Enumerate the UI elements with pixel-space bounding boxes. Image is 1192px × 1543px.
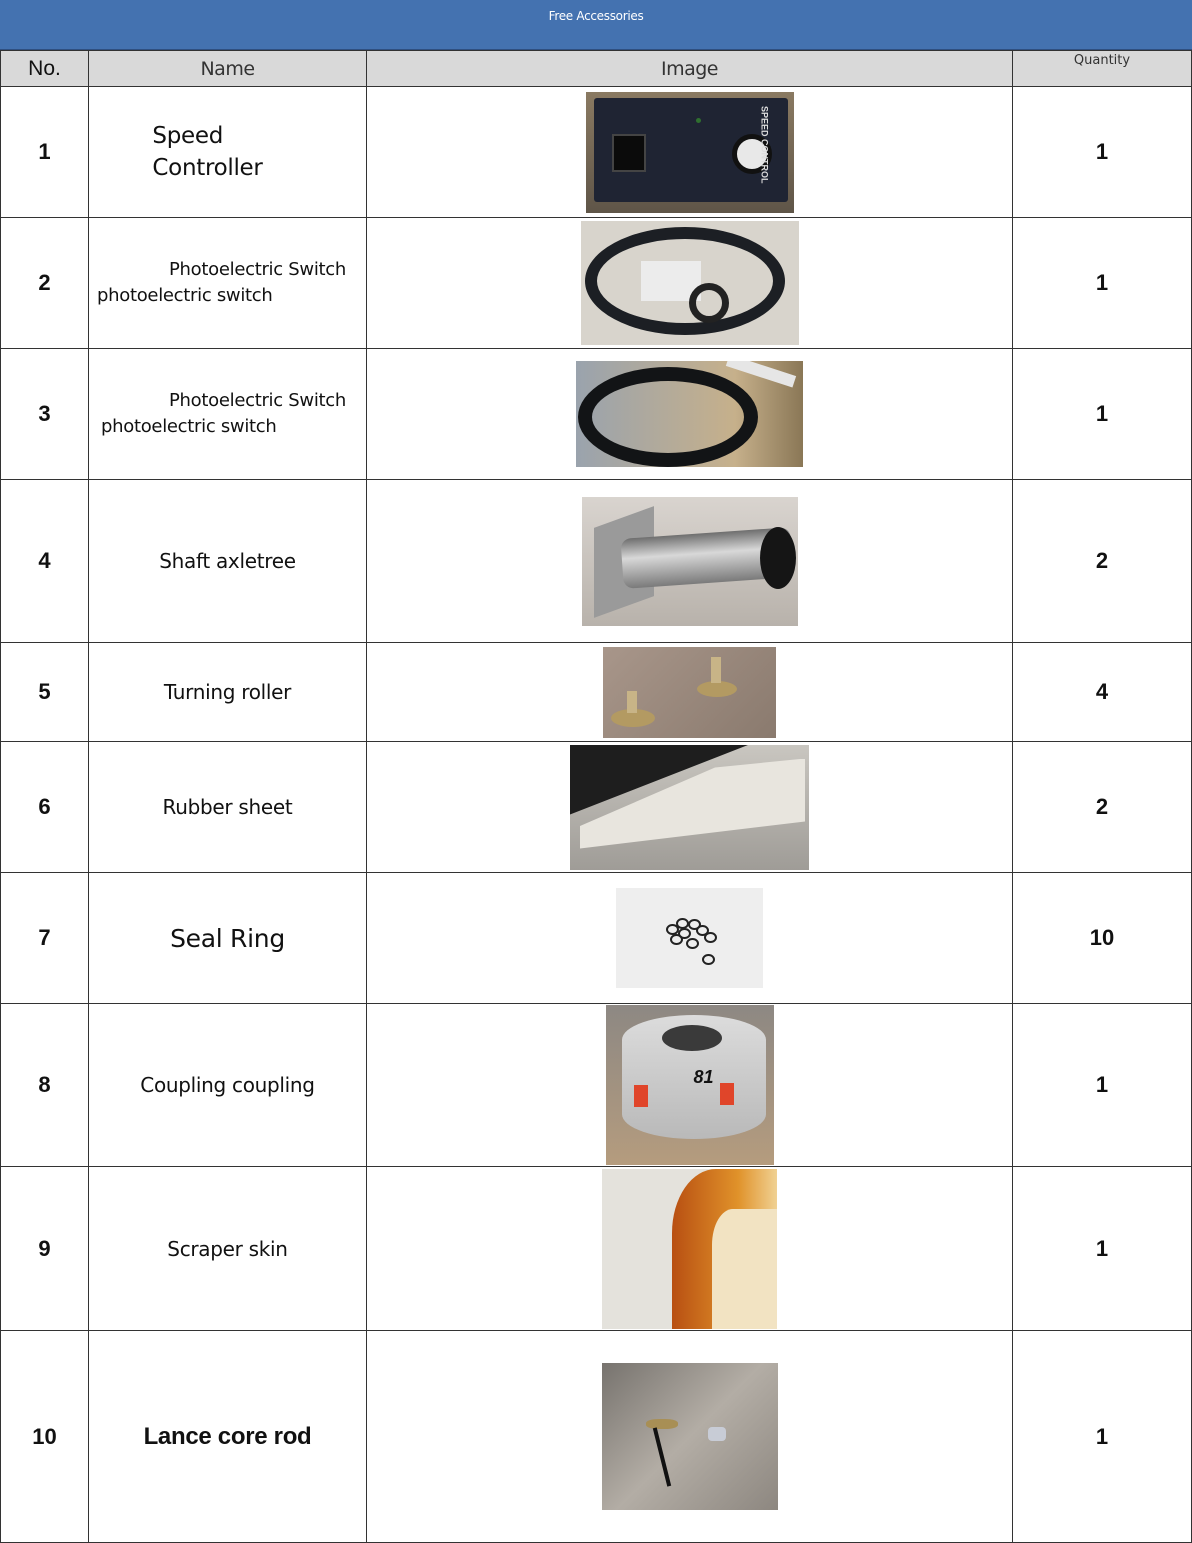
row-name: Seal Ring	[89, 873, 367, 1004]
table-row	[1, 873, 1192, 1004]
row-number: 8	[1, 1004, 89, 1167]
row-image-cell	[367, 480, 1013, 643]
table-row	[1, 1331, 1192, 1543]
seal-ring-photo	[616, 888, 763, 988]
row-image-cell	[367, 643, 1013, 742]
row-image-cell	[367, 1331, 1013, 1543]
table-row	[1, 480, 1192, 643]
row-quantity: 2	[1013, 742, 1192, 873]
banner-title: Free Accessories	[548, 9, 644, 23]
table-row	[1, 742, 1192, 873]
name-line-2: photoelectric switch	[101, 416, 277, 437]
name-line-1: Photoelectric Switch	[169, 259, 346, 280]
row-number: 5	[1, 643, 89, 742]
speed-controller-photo: SPEED CONTROL	[586, 92, 794, 213]
row-number: 6	[1, 742, 89, 873]
row-quantity: 4	[1013, 643, 1192, 742]
row-name: Scraper skin	[89, 1167, 367, 1331]
row-quantity: 1	[1013, 87, 1192, 218]
name-line-2: photoelectric switch	[97, 285, 273, 306]
row-number: 3	[1, 349, 89, 480]
row-quantity: 2	[1013, 480, 1192, 643]
row-image-cell	[367, 349, 1013, 480]
table-row	[1, 218, 1192, 349]
row-name: Lance core rod	[89, 1331, 367, 1543]
photoelectric-switch-photo	[581, 221, 799, 345]
row-number: 10	[1, 1331, 89, 1543]
accessories-table	[0, 50, 1192, 1543]
row-name	[89, 87, 367, 218]
row-name: Turning roller	[89, 643, 367, 742]
row-quantity: 1	[1013, 1331, 1192, 1543]
row-quantity: 1	[1013, 1004, 1192, 1167]
row-quantity: 1	[1013, 218, 1192, 349]
header-image: Image	[367, 51, 1013, 87]
table-row	[1, 349, 1192, 480]
lance-core-rod-photo	[602, 1363, 778, 1510]
row-number: 7	[1, 873, 89, 1004]
row-image-cell	[367, 1167, 1013, 1331]
scraper-skin-photo	[602, 1169, 777, 1329]
row-image-cell	[367, 873, 1013, 1004]
name-line-2: Controller	[152, 155, 263, 181]
row-number: 4	[1, 480, 89, 643]
row-quantity: 10	[1013, 873, 1192, 1004]
row-image-cell	[367, 1004, 1013, 1167]
row-number: 1	[1, 87, 89, 218]
row-name: Coupling coupling	[89, 1004, 367, 1167]
rubber-sheet-photo	[570, 745, 809, 870]
header-name: Name	[89, 51, 367, 87]
photoelectric-switch-cable-photo	[576, 361, 803, 467]
row-name: Shaft axletree	[89, 480, 367, 643]
row-image-cell	[367, 742, 1013, 873]
row-image-cell	[367, 218, 1013, 349]
header-row	[1, 51, 1192, 87]
header-no: No.	[1, 51, 89, 87]
row-quantity: 1	[1013, 349, 1192, 480]
table-row	[1, 643, 1192, 742]
row-quantity: 1	[1013, 1167, 1192, 1331]
table-row	[1, 1004, 1192, 1167]
row-number: 9	[1, 1167, 89, 1331]
title-banner	[0, 0, 1192, 50]
coupling-photo: 81	[606, 1005, 774, 1165]
row-name	[89, 218, 367, 349]
row-name	[89, 349, 367, 480]
row-image-cell	[367, 87, 1013, 218]
header-quantity: Quantity	[1013, 51, 1192, 87]
name-line-1: Photoelectric Switch	[169, 390, 346, 411]
turning-roller-photo	[603, 647, 776, 738]
table-row	[1, 1167, 1192, 1331]
row-name: Rubber sheet	[89, 742, 367, 873]
row-number: 2	[1, 218, 89, 349]
name-line-1: Speed	[152, 123, 224, 149]
table-row	[1, 87, 1192, 218]
shaft-bearing-photo	[582, 497, 798, 626]
